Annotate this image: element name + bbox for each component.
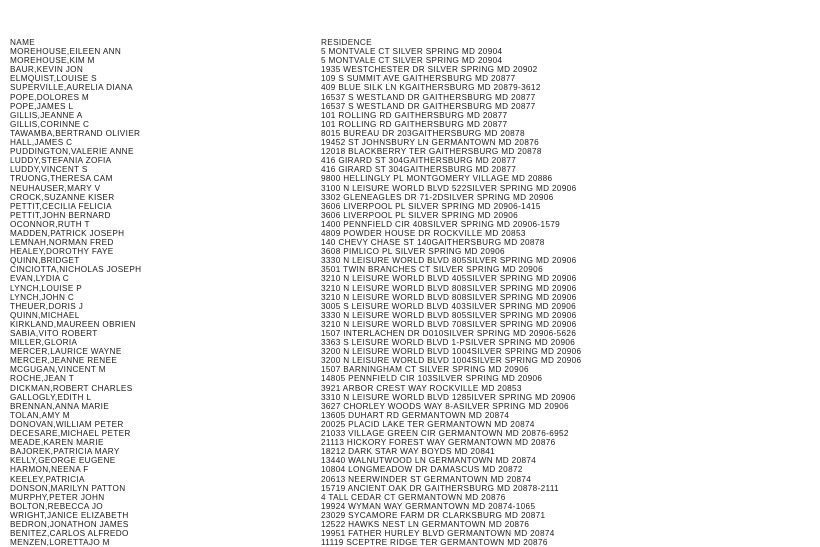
residence-cell: 3363 S LEISURE WORLD BLVD 1-PSILVER SPRING MD 20906: [321, 338, 576, 348]
residence-cell: 5 MONTVALE CT SILVER SPRING MD 20904: [321, 47, 503, 57]
name-cell: HEALEY,DOROTHY FAYE: [10, 247, 114, 257]
list-row: [10, 493, 815, 502]
residence-cell: 4809 POWDER HOUSE DR ROCKVILLE MD 20853: [321, 228, 526, 239]
residence-cell: 5 MONTVALE CT SILVER SPRING MD 20904: [321, 56, 503, 66]
column-header-row: [10, 38, 815, 47]
name-cell: PETTIT,CECILIA FELICIA: [10, 201, 112, 211]
residence-cell: 14805 PENNFIELD CIR 103SILVER SPRING MD 20906: [321, 374, 543, 384]
list-row: [10, 220, 815, 229]
residence-cell: 3330 N LEISURE WORLD BLVD 805SILVER SPRING MD 20906: [321, 310, 577, 320]
residence-cell: 8015 BUREAU DR 203GAITHERSBURG MD 20878: [321, 128, 525, 139]
name-cell: HALL,JAMES C: [10, 137, 73, 148]
name-cell: MILLER,GLORIA: [10, 338, 78, 348]
name-cell: PUDDINGTON,VALERIE ANNE: [10, 147, 134, 157]
list-row: [10, 420, 815, 429]
residence-cell: 3200 N LEISURE WORLD BLVD 1004SILVER SPRING MD 20906: [321, 347, 582, 357]
name-cell: DONSON,MARILYN PATTON: [10, 483, 126, 493]
name-cell: BRENNAN,ANNA MARIE: [10, 401, 110, 411]
list-row: [10, 474, 815, 483]
residence-cell: 140 CHEVY CHASE ST 140GAITHERSBURG MD 20878: [321, 237, 545, 248]
list-row: [10, 438, 815, 447]
name-cell: PETTIT,JOHN BERNARD: [10, 210, 111, 220]
name-cell: DONOVAN,WILLIAM PETER: [10, 419, 124, 430]
residence-cell: 3210 N LEISURE WORLD BLVD 708SILVER SPRING MD 20906: [321, 319, 577, 329]
residence-cell: 109 S SUMMIT AVE GAITHERSBURG MD 20877: [321, 74, 516, 84]
residence-cell: 3200 N LEISURE WORLD BLVD 1004SILVER SPRING MD 20906: [321, 356, 582, 366]
residence-cell: 3310 N LEISURE WORLD BLVD 1285ILVER SPRING MD 20906: [321, 392, 576, 402]
residence-cell: 3606 LIVERPOOL PL SILVER SPRING MD 20906: [321, 210, 519, 220]
residence-cell: 3501 TWIN BRANCHES CT SILVER SPRING MD 20906: [321, 265, 543, 275]
list-row: [10, 211, 815, 220]
name-cell: MENZEN,LORETTAJO M: [10, 538, 110, 547]
residence-cell: 3302 GLENEAGLES DR 71-2DSILVER SPRING MD 20906: [321, 192, 554, 202]
name-cell: QUINN,MICHAEL: [10, 310, 80, 320]
residence-cell: 9800 HELLINGLY PL MONTGOMERY VILLAGE MD 20886: [321, 174, 553, 184]
residence-cell: 3608 PIMLICO PL SILVER SPRING MD 20906: [321, 247, 505, 257]
name-cell: LUDDY,VINCENT S: [10, 165, 88, 175]
name-cell: LYNCH,JOHN C: [10, 292, 75, 302]
list-row: [10, 320, 815, 329]
name-cell: GILLIS,CORINNE C: [10, 119, 90, 129]
name-cell: EVAN,LYDIA C: [10, 274, 69, 284]
list-row: [10, 120, 815, 129]
residence-cell: 3210 N LEISURE WORLD BLVD 808SILVER SPRING MD 20906: [321, 292, 577, 302]
name-cell: THEUER,DORIS J: [10, 301, 84, 311]
name-cell: NEUHAUSER,MARY V: [10, 183, 101, 193]
list-row: [10, 274, 815, 283]
list-row: [10, 465, 815, 474]
list-row: [10, 311, 815, 320]
list-row: [10, 147, 815, 156]
residence-cell: 3005 S LEISURE WORLD BLVD 403SILVER SPRING MD 20906: [321, 301, 577, 311]
name-cell: MADDEN,PATRICK JOSEPH: [10, 228, 125, 239]
list-row: [10, 393, 815, 402]
name-cell: SUPERVILLE,AURELIA DIANA: [10, 83, 133, 93]
residence-cell: 19924 WYMAN WAY GERMANTOWN MD 20874-1065: [321, 501, 536, 511]
list-row: [10, 511, 815, 520]
name-cell: BOLTON,REBECCA JO: [10, 501, 104, 511]
residence-cell: 4 TALL CEDAR CT GERMANTOWN MD 20876: [321, 492, 506, 502]
residence-cell: 16537 S WESTLAND DR GAITHERSBURG MD 20877: [321, 92, 536, 102]
residence-cell: 13605 DUHART RD GERMANTOWN MD 20874: [321, 410, 510, 420]
name-cell: LYNCH,LOUISE P: [10, 283, 83, 293]
list-row: [10, 202, 815, 211]
residence-cell: 21113 HICKORY FOREST WAY GERMANTOWN MD 20876: [321, 438, 556, 448]
list-row: [10, 374, 815, 383]
name-column-header: NAME: [10, 37, 36, 48]
residence-cell: 20613 NEERWINDER ST GERMANTOWN MD 20874: [321, 474, 532, 484]
list-row: [10, 383, 815, 392]
name-cell: ELMQUIST,LOUISE S: [10, 74, 97, 84]
residence-cell: 12018 BLACKBERRY TER GAITHERSBURG MD 20878: [321, 147, 542, 157]
residence-cell: 20025 PLACID LAKE TER GERMANTOWN MD 20874: [321, 419, 535, 430]
residence-cell: 1935 WESTCHESTER DR SILVER SPRING MD 20902: [321, 65, 538, 75]
residence-cell: 409 BLUE SILK LN KGAITHERSBURG MD 20879-3612: [321, 83, 541, 93]
name-cell: DECESARE,MICHAEL PETER: [10, 428, 131, 439]
voter-list: [10, 38, 815, 547]
list-row: [10, 83, 815, 92]
list-row: [10, 484, 815, 493]
residence-cell: 101 ROLLING RD GAITHERSBURG MD 20877: [321, 119, 508, 129]
name-cell: MOREHOUSE,EILEEN ANN: [10, 47, 122, 57]
name-cell: KELLY,GEORGE EUGENE: [10, 456, 116, 466]
residence-cell: 3627 CHORLEY WOODS WAY 8-ASILVER SPRING MD 20906: [321, 401, 569, 411]
name-cell: KEELEY,PATRICIA: [10, 474, 85, 484]
name-cell: DICKMAN,ROBERT CHARLES: [10, 383, 133, 393]
name-cell: LEMNAH,NORMAN FRED: [10, 237, 114, 248]
residence-cell: 19951 FATHER HURLEY BLVD GERMANTOWN MD 20874: [321, 528, 555, 539]
list-row: [10, 520, 815, 529]
name-cell: POPE,DOLORES M: [10, 92, 90, 102]
residence-cell: 3606 LIVERPOOL PL SILVER SPRING MD 20906-1415: [321, 201, 541, 211]
residence-cell: 21033 VILLAGE GREEN CIR GERMANTOWN MD 20876-6952: [321, 428, 569, 439]
name-cell: GILLIS,JEANNE A: [10, 110, 83, 120]
name-cell: BENITEZ,CARLOS ALFREDO: [10, 528, 129, 539]
residence-cell: 23029 SYCAMORE FARM DR CLARKSBURG MD 20871: [321, 510, 546, 520]
name-cell: MERCER,LAURICE WAYNE: [10, 347, 122, 357]
name-cell: QUINN,BRIDGET: [10, 256, 80, 266]
residence-cell: 11119 SCEPTRE RIDGE TER GERMANTOWN MD 20876: [321, 538, 548, 547]
list-row: [10, 293, 815, 302]
name-cell: LUDDY,STEFANIA ZOFIA: [10, 156, 112, 166]
list-row: [10, 411, 815, 420]
list-row: [10, 174, 815, 183]
residence-cell: 10804 LONGMEADOW DR DAMASCUS MD 20872: [321, 465, 523, 475]
residence-cell: 1400 PENNFIELD CIR 408SILVER SPRING MD 20906-1579: [321, 219, 561, 229]
name-cell: BEDRON,JONATHON JAMES: [10, 519, 129, 530]
list-row: [10, 47, 815, 56]
list-row: [10, 229, 815, 238]
residence-cell: 16537 S WESTLAND DR GAITHERSBURG MD 20877: [321, 101, 536, 111]
list-row: [10, 429, 815, 438]
name-cell: TRUONG,THERESA CAM: [10, 174, 113, 184]
residence-cell: 3330 N LEISURE WORLD BLVD 805SILVER SPRING MD 20906: [321, 256, 577, 266]
list-row: [10, 302, 815, 311]
list-row: [10, 129, 815, 138]
name-cell: MURPHY,PETER JOHN: [10, 492, 105, 502]
list-row: [10, 502, 815, 511]
residence-cell: 101 ROLLING RD GAITHERSBURG MD 20877: [321, 110, 508, 120]
residence-cell: 3210 N LEISURE WORLD BLVD 405SILVER SPRING MD 20906: [321, 274, 577, 284]
name-cell: MEADE,KAREN MARIE: [10, 438, 104, 448]
residence-cell: 3210 N LEISURE WORLD BLVD 808SILVER SPRING MD 20906: [321, 283, 577, 293]
name-cell: CROCK,SUZANNE KISER: [10, 192, 115, 202]
name-cell: TAWAMBA,BERTRAND OLIVIER: [10, 128, 141, 139]
residence-cell: 3100 N LEISURE WORLD BLVD 522SILVER SPRING MD 20906: [321, 183, 577, 193]
list-row: [10, 283, 815, 292]
list-row: [10, 538, 815, 547]
residence-cell: 416 GIRARD ST 304GAITHERSBURG MD 20877: [321, 156, 517, 166]
residence-cell: 13440 WALNUTWOOD LN GERMANTOWN MD 20874: [321, 456, 537, 466]
name-cell: ROCHE,JEAN T: [10, 374, 75, 384]
list-row: [10, 338, 815, 347]
list-row: [10, 402, 815, 411]
list-row: [10, 193, 815, 202]
name-cell: WRIGHT,JANICE ELIZABETH: [10, 510, 129, 520]
name-cell: GALLOGLY,EDITH L: [10, 392, 92, 402]
name-cell: BAUR,KEVIN JON: [10, 65, 84, 75]
list-row: [10, 529, 815, 538]
list-row: [10, 111, 815, 120]
name-cell: BAJOREK,PATRICIA MARY: [10, 447, 120, 457]
residence-cell: 3921 ARBOR CREST WAY ROCKVILLE MD 20853: [321, 383, 522, 393]
name-cell: HARMON,NEENA F: [10, 465, 89, 475]
list-row: [10, 238, 815, 247]
name-cell: POPE,JAMES L: [10, 101, 74, 111]
name-cell: TOLAN,AMY M: [10, 410, 70, 420]
name-cell: KIRKLAND,MAUREEN OBRIEN: [10, 319, 136, 329]
name-cell: CINCIOTTA,NICHOLAS JOSEPH: [10, 265, 142, 275]
residence-cell: 19452 ST JOHNSBURY LN GERMANTOWN MD 20876: [321, 137, 540, 148]
residence-cell: 1507 BARNINGHAM CT SILVER SPRING MD 20906: [321, 365, 529, 375]
residence-cell: 12522 HAWKS NEST LN GERMANTOWN MD 20876: [321, 519, 530, 530]
list-row: [10, 138, 815, 147]
name-cell: SABIA,VITO ROBERT: [10, 328, 98, 339]
residence-cell: 1507 INTERLACHEN DR D010SILVER SPRING MD 20906-5626: [321, 328, 577, 339]
name-cell: OCONNOR,RUTH T: [10, 219, 90, 229]
residence-cell: 15719 ANCIENT OAK DR GAITHERSBURG MD 20878-2111: [321, 483, 560, 493]
name-cell: MOREHOUSE,KIM M: [10, 56, 95, 66]
list-row: [10, 329, 815, 338]
name-cell: MERCER,JEANNE RENEE: [10, 356, 118, 366]
list-row: [10, 92, 815, 101]
name-cell: MCGUGAN,VINCENT M: [10, 365, 106, 375]
residence-cell: 416 GIRARD ST 304GAITHERSBURG MD 20877: [321, 165, 517, 175]
residence-column-header: RESIDENCE: [321, 37, 372, 48]
list-row: [10, 183, 815, 192]
residence-cell: 18212 DARK STAR WAY BOYDS MD 20841: [321, 447, 496, 457]
list-row: [10, 102, 815, 111]
